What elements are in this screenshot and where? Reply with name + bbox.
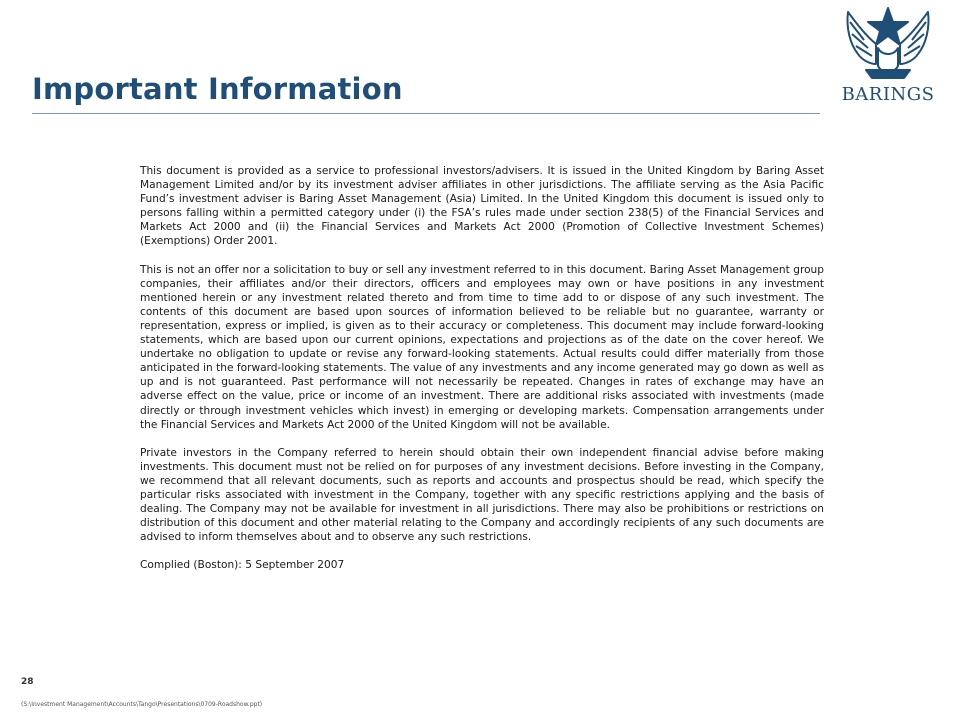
logo-wordmark: BARINGS [841, 84, 935, 105]
complied-date: Complied (Boston): 5 September 2007 [140, 559, 345, 572]
disclaimer-body [140, 164, 824, 586]
disclaimer-paragraph: This document is provided as a service to professional investors/advisers. It is issued in the United Kingdom by Baring Asset Management Limited and/or by its investment adviser affiliates in other jurisdictions. The affiliate serving as the Asia Pacific Fund’s investment adviser is Baring Asset Management (Asia) Limited. In the United Kingdom this document is issued only to persons falling within a permitted category under (i) the FSA’s rules made under section 238(5) of the Financial Services and Markets Act 2000 and (ii) the Financial Services and Markets Act 2000 (Promotion of Collective Investment Schemes) (Exemptions) Order 2001. [140, 165, 824, 248]
title-divider [32, 113, 820, 114]
page-number: 28 [21, 677, 34, 687]
disclaimer-paragraph: This is not an offer nor a solicitation to buy or sell any investment referred to in this document. Baring Asset Management group companies, their affiliates and/or their directors, officers and employees may own or have positions in any investment mentioned herein or any investment related thereto and from time to time add to or dispose of any such investment. The contents of this document are based upon sources of information believed to be reliable but no guarantee, warranty or representation, express or implied, is given as to their accuracy or completeness. This document may include forward-looking statements, which are based upon our current opinions, expectations and projections as of the date on the cover hereof. We undertake no obligation to update or revise any forward-looking statements. Actual results could differ materially from those anticipated in the forward-looking statements. The value of any investments and any income generated may go down as well as up and is not guaranteed. Past performance will not necessarily be repeated. Changes in rates of exchange may have an adverse effect on the value, price or income of an investment. There are additional risks associated with investments (made directly or through investment vehicles which invest) in emerging or developing markets. Compensation arrangements under the Financial Services and Markets Act 2000 of the United Kingdom will not be available. [140, 263, 824, 431]
page-title: Important Information [32, 72, 403, 106]
file-path: (S:\Investment Management\Accounts\Tango\Presentations\0709-Roadshow.ppt) [21, 701, 263, 708]
disclaimer-paragraph: Private investors in the Company referred to herein should obtain their own independent financial advise before making investments. This document must not be relied on for purposes of any investment decisions. Before investing in the Company, we recommend that all relevant documents, such as reports and accounts and prospectus should be read, which specify the particular risks associated with investment in the Company, together with any specific restrictions applying and the basis of dealing. The Company may not be available for investment in all jurisdictions. There may also be prohibitions or restrictions on distribution of this document and other material relating to the Company and accordingly recipients of any such documents are advised to inform themselves about and to observe any such restrictions. [140, 446, 824, 544]
